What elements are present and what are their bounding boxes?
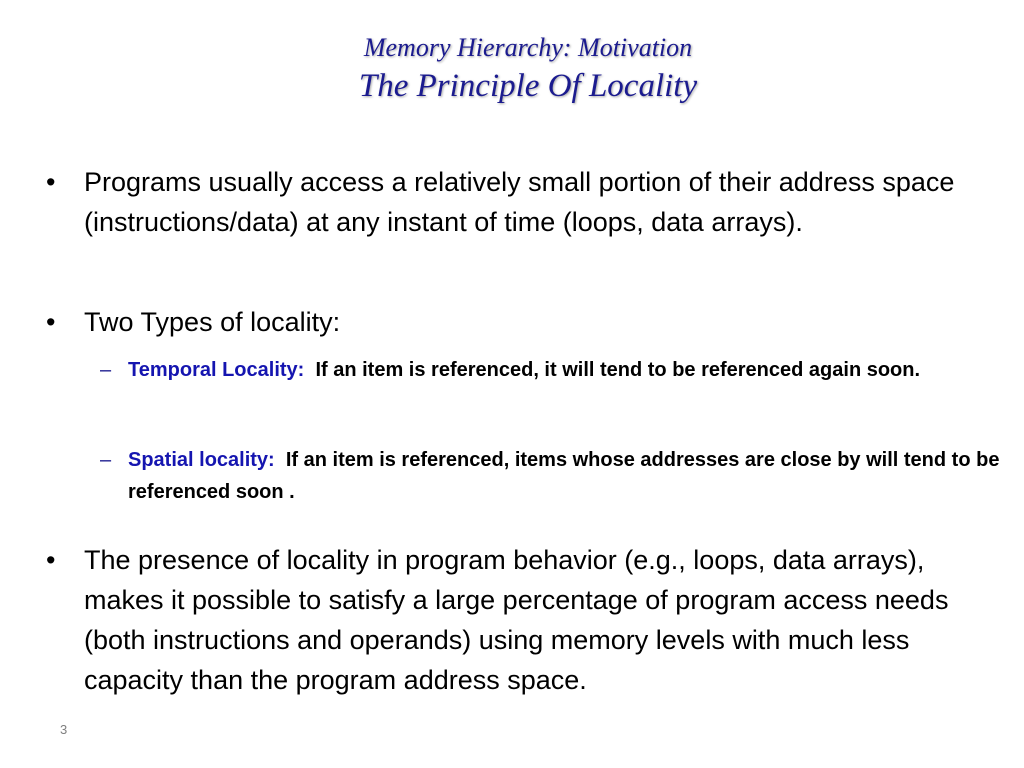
title-line-2: The Principle Of Locality — [358, 68, 698, 104]
bullet-dot-icon: • — [46, 545, 56, 575]
bullet-two-types — [46, 302, 996, 342]
temporal-definition: If an item is referenced, it will tend to be referenced again soon. — [315, 359, 921, 381]
term-spatial-locality: Spatial locality: — [128, 449, 275, 471]
bullet-text: The presence of locality in program behavior (e.g., loops, data arrays), makes it possible to satisfy a large percentage of program access needs (both instructions and operands) using memory levels with much less capacity than the program address space. — [84, 545, 949, 695]
bullet-text: Programs usually access a relatively small portion of their address space (instructions/data) at any instant of time (loops, data arrays). — [84, 167, 955, 237]
sub-bullet-temporal — [100, 354, 1000, 386]
page-number: 3 — [60, 722, 68, 737]
sub-bullet-text — [128, 354, 1000, 386]
dash-icon: – — [100, 449, 112, 471]
sub-bullet-spatial — [100, 444, 1000, 508]
bullet-programs-access — [46, 162, 996, 242]
spatial-definition: If an item is referenced, items whose addresses are close by will tend to be referenced soon . — [128, 449, 1000, 503]
bullet-dot-icon: • — [46, 307, 56, 337]
bullet-presence-of-locality — [46, 540, 996, 700]
bullet-text: Two Types of locality: — [84, 307, 341, 337]
dash-icon: – — [100, 359, 112, 381]
term-temporal-locality: Temporal Locality: — [128, 359, 305, 381]
slide-title — [0, 30, 1024, 106]
title-line-1: Memory Hierarchy: Motivation — [363, 33, 693, 62]
bullet-dot-icon: • — [46, 167, 56, 197]
sub-bullet-text — [128, 444, 1000, 508]
